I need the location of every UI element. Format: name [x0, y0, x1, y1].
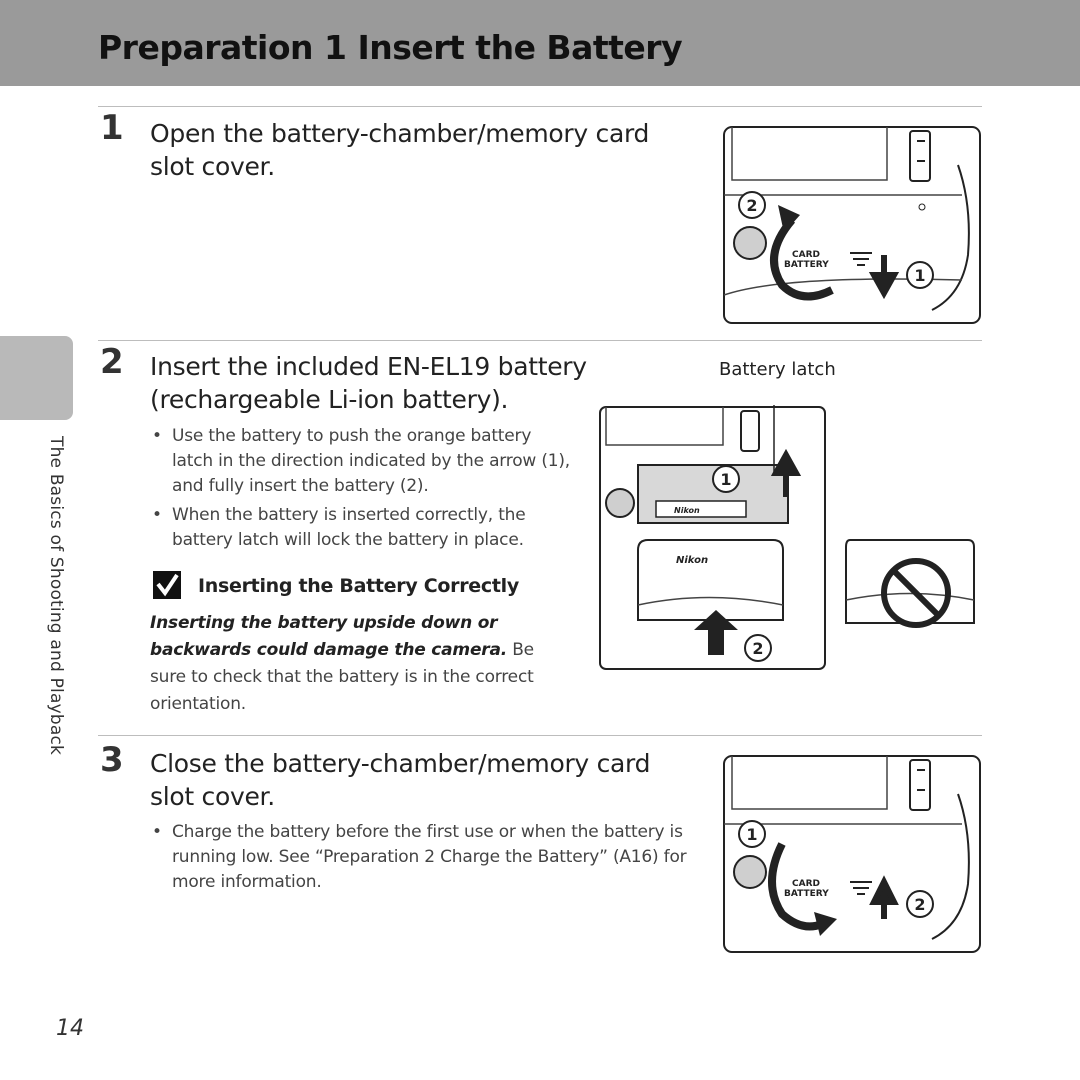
note-title: Inserting the Battery Correctly: [198, 575, 519, 597]
marker-2: 2: [752, 639, 764, 658]
list-item: • When the battery is inserted correctly, the battery latch will lock the battery in place.: [152, 505, 526, 550]
divider: [98, 340, 982, 341]
marker-1: 1: [914, 266, 926, 285]
brand-label: Nikon: [674, 506, 700, 515]
marker-1: 1: [720, 470, 732, 489]
section-tab[interactable]: [0, 336, 73, 420]
check-note-icon: [152, 570, 182, 600]
divider: [98, 735, 982, 736]
page-number: 14: [56, 1016, 84, 1041]
marker-1: 1: [746, 825, 758, 844]
battery-label: BATTERY: [784, 260, 829, 270]
step-heading: Open the battery-chamber/memory card slot cover.: [150, 119, 650, 181]
marker-2: 2: [914, 895, 926, 914]
note-warning: Inserting the battery upside down or backwards could damage the camera.: [150, 613, 507, 660]
step-heading: Close the battery-chamber/memory card slot cover.: [150, 749, 651, 811]
divider: [98, 106, 982, 107]
note-text: Be sure to check that the battery is in the correct orientation.: [150, 640, 534, 714]
insert-battery-illustration: [598, 405, 828, 673]
bullet-list: [150, 424, 570, 557]
bullet-list: [150, 820, 695, 899]
note-body: [150, 610, 570, 718]
page-title: Preparation 1 Insert the Battery: [98, 28, 683, 67]
close-cover-illustration: [722, 754, 982, 954]
battery-latch-callout: Battery latch: [719, 359, 836, 380]
marker-2: 2: [746, 196, 758, 215]
list-item: • Use the battery to push the orange battery latch in the direction indicated by the arrow (1), and fully insert the battery (2).: [152, 426, 571, 496]
battery-label: BATTERY: [784, 889, 829, 899]
card-label: CARD: [792, 879, 820, 889]
wrong-orientation-illustration: [842, 535, 980, 630]
brand-label: Nikon: [676, 555, 709, 566]
step-number: 3: [100, 740, 124, 780]
step-heading: Insert the included EN-EL19 battery (rechargeable Li-ion battery).: [150, 352, 587, 414]
step-number: 2: [100, 342, 124, 382]
header-band: [0, 0, 1080, 86]
open-cover-illustration: [722, 125, 982, 325]
card-label: CARD: [792, 250, 820, 260]
step-number: 1: [100, 108, 124, 148]
section-label: The Basics of Shooting and Playback: [46, 436, 66, 756]
list-item: • Charge the battery before the first use or when the battery is running low. See “Preparation 2 Charge the Battery” (A16) for more information.: [152, 822, 687, 892]
